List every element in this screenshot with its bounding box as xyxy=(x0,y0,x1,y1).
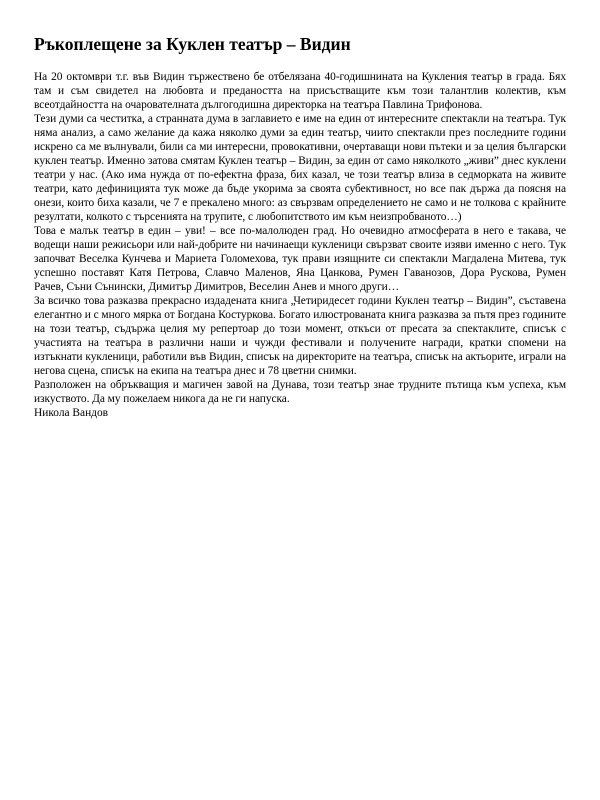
paragraph-2: Тези думи са честитка, а странната дума в заглавието е име на един от интересните спектакли на театъра. Тук няма анализ, а само желание да кажа няколко думи за един театър, чиито спектакли през последните години искрено са ме вълнували, били са ми интересни, провокативни, очертаващи нови пътеки и за целия български куклен театър. Именно затова смятам Куклен театър – Видин, за един от само няколкото „живи” днес куклени театри у нас. (Ако има нужда от по-ефектна фраза, бих казал, че този театър влиза в седморката на живите театри, като дефиницията тук може да бъде укорима за своята субективност, но все пак държа да поясня на онези, които биха казали, че 7 е прекалено много: аз свързвам определението не само и не толкова с крайните резултати, колкото с търсенията на трупите, с любопитството им към неизпробваното…) xyxy=(34,113,566,223)
paragraph-5: Разположен на обръкващия и магичен завой на Дунава, този театър знае трудните пътища към успеха, към изкуството. Да му пожелаем никога да не ги напуска. xyxy=(34,379,566,405)
article-title: Ръкоплещене за Куклен театър – Видин xyxy=(34,34,351,54)
author-signature: Никола Вандов xyxy=(34,407,109,419)
paragraph-1: На 20 октомври т.г. във Видин тържествено бе отбелязана 40-годишнината на Кукления театър в града. Бях там и съм свидетел на любовта и предаността на присъстващите към този талантлив колектив, към всеотдайността на очарователната дългогодишна директорка на театъра Павлина Трифонова. xyxy=(34,71,566,111)
paragraph-3: Това е малък театър в един – уви! – все по-малолюден град. Но очевидно атмосферата в него е такава, че водещи наши режисьори или най-добрите ни начинаещи кукленици свързват своите изяви именно с него. Тук започват Веселка Кунчева и Мариета Голомехова, тук прави изящните си спектакли Магдалена Митева, тук успешно поставят Катя Петрова, Славчо Маленов, Яна Цанкова, Румен Гаванозов, Дора Рускова, Румен Рачев, Съни Сънински, Димитър Димитров, Веселин Анев и много други… xyxy=(34,225,566,293)
paragraph-4: За всичко това разказва прекрасно издадената книга „Четиридесет години Куклен театър – Видин”, съставена елегантно и с много мярка от Богдана Костуркова. Богато илюстрованата книга разказва за пътя през годините на този театър, съдържа целия му репертоар до този момент, откъси от пресата за спектаклите, списък с участията на театъра в различни наши и чужди фестивали и получените награди, кратки спомени на изтъкнати кукленици, работили във Видин, списък на директорите на театъра, списък на актьорите, играли на негова сцена, списък на екипа на театъра днес и 78 цветни снимки. xyxy=(34,295,566,377)
article xyxy=(34,34,566,420)
